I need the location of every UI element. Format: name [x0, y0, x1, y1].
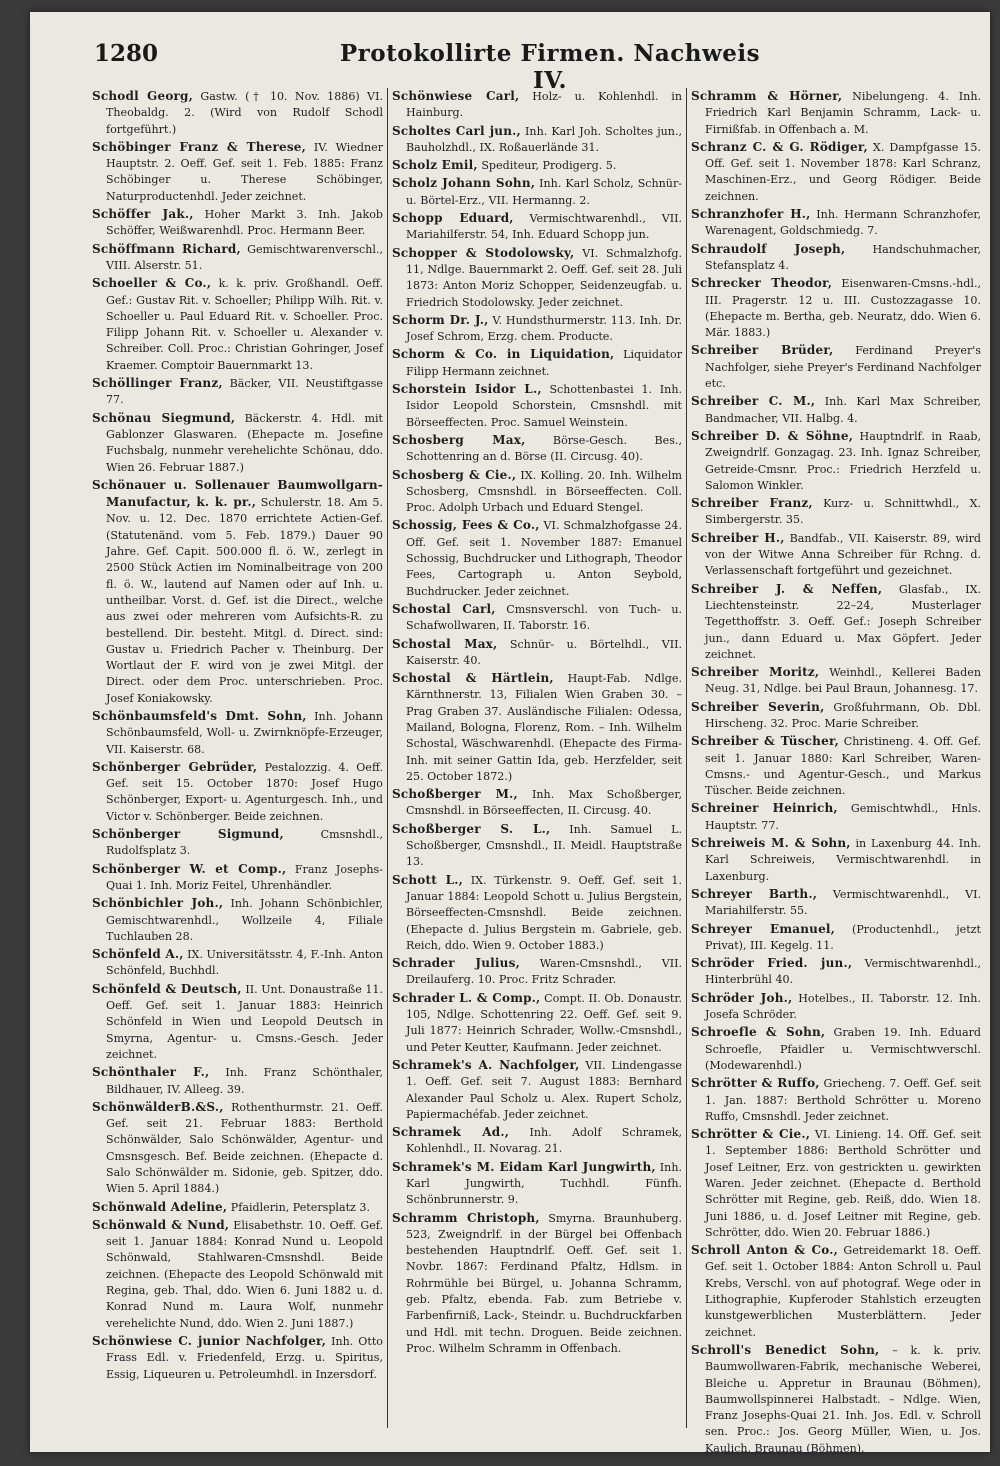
directory-columns [88, 88, 986, 1455]
entry-details: Elisabethstr. 10. Oeff. Gef. seit 1. Januar 1884: Konrad Nund u. Leopold Schönwald, Stahlwaren-Cmsnshdl. Beide zeichnen. (Ehepacte des Leopold Schönwald mit Regina, geb. Thal, ddo. Wien 6. Juni 1882 u. d. Konrad Nund m. Laura Wolf, nunmehr verehelichte Nund, ddo. Wien 2. Juni 1887.) [106, 1218, 383, 1330]
entry-details: Liquidator Filipp Hermann zeichnet. [406, 348, 682, 378]
entry-details: Inh. Max Schoßberger, Cmsnshdl. in Börseeffecten, II. Circusg. 40. [406, 788, 682, 818]
directory-entry [691, 241, 981, 275]
firm-name: Schreyer Barth., [691, 886, 818, 901]
directory-entry [92, 241, 383, 275]
entry-details: Waren-Cmsnshdl., VII. Dreilauferg. 10. Proc. Fritz Schrader. [406, 957, 682, 987]
firm-name: Schranzhofer H., [691, 207, 811, 222]
entry-details: Griecheng. 7. Oeff. Gef. seit 1. Jan. 1887: Berthold Schrötter u. Moreno Ruffo, Cmsnshdl. Jeder zeichnet. [705, 1077, 981, 1123]
entry-details: VI. Schmalzhofgasse 24. Off. Gef. seit 1. November 1887: Emanuel Schossig, Buchdrucker und Lithograph, Theodor Fees, Cartograph u. Anton Seybold, Buchdrucker. Jeder zeichnet. [406, 519, 682, 598]
directory-entry [691, 275, 981, 341]
entry-details: Schottenbastei 1. Inh. Isidor Leopold Schorstein, Cmsnshdl. mit Börseeffecten. Proc. Samuel Weinstein. [406, 383, 683, 429]
directory-entry [392, 1210, 682, 1358]
directory-entry [392, 636, 682, 670]
directory-entry [691, 88, 981, 138]
firm-name: Schöllinger Franz, [92, 376, 223, 391]
entry-details: Graben 19. Inh. Eduard Schroefle, Pfaidler u. Vermischtwverschl. (Modewarenhdl.) [705, 1026, 981, 1072]
entry-details: Cmsnsverschl. von Tuch- u. Schafwollwaren, II. Taborstr. 16. [406, 602, 682, 633]
entry-details: Börse-Gesch. Bes., Schottenring an d. Börse (II. Circusg. 40). [406, 433, 682, 464]
firm-name: Scholz Johann Sohn, [392, 176, 536, 191]
directory-entry [92, 946, 383, 980]
firm-name: Schönberger W. et Comp., [92, 861, 287, 876]
entry-details: Vermischtwarenhdl., VII. Mariahilferstr. 54, Inh. Eduard Schopp jun. [406, 212, 682, 242]
directory-entry [691, 835, 981, 885]
directory-entry [691, 921, 981, 955]
directory-entry [92, 139, 383, 205]
directory-entry [392, 670, 682, 785]
directory-entry [392, 955, 682, 989]
firm-name: Schorstein Isidor L., [392, 382, 542, 397]
directory-entry [392, 245, 682, 311]
firm-name: Schönwiese C. junior Nachfolger, [92, 1333, 327, 1348]
firm-name: Schraudolf Joseph, [691, 241, 846, 256]
firm-name: Schorm & Co. in Liquidation, [392, 347, 615, 362]
firm-name: Schodl Georg, [92, 89, 194, 103]
column-2 [387, 88, 686, 1428]
entry-details: Schnür- u. Börtelhdl., VII. Kaiserstr. 40. [406, 637, 682, 667]
page-number: 1280 [94, 40, 159, 67]
directory-entry [392, 601, 682, 635]
directory-entry [691, 428, 981, 494]
page-header [30, 40, 990, 94]
running-title: Protokollirte Firmen. Nachweis IV. [339, 40, 761, 94]
entry-details: Haupt-Fab. Ndlge. Kärnthnerstr. 13, Filialen Wien Graben 30. – Prag Graben 37. Ausländische Filialen: Odessa, Mailand, Bologna, Florenz, Rom. – Inh. Wilhelm Schostal, Wäschwarenhdl. (Ehepacte des Firma-Inh. mit seiner Gattin Ida, geb. Herzfelder, seit 25. October 1872.) [406, 672, 682, 783]
firm-name: Schönfeld & Deutsch, [92, 981, 242, 996]
entry-details: IX. Kolling. 20. Inh. Wilhelm Schosberg, Cmsnshdl. in Börseeffecten. Coll. Proc. Adolph Urbach und Eduard Stengel. [406, 468, 682, 515]
firm-name: Schoeller & Co., [92, 276, 212, 291]
firm-name: Schreiber & Tüscher, [691, 734, 839, 749]
directory-entry [392, 312, 682, 346]
firm-name: Schramm Christoph, [392, 1210, 540, 1225]
entry-details: in Laxenburg 44. Inh. Karl Schreiweis, Vermischtwarenhdl. in Laxenburg. [705, 837, 981, 883]
firm-name: Schossig, Fees & Co., [392, 518, 540, 533]
entry-details: Schulerstr. 18. Am 5. Nov. u. 12. Dec. 1870 errichtete Actien-Gef. (Statutenänd. vom 5. Feb. 1879.) Dauer 90 Jahre. Gef. Capit. 500.000 fl. ö. W., zerlegt in 2500 Stück Actien im Nominalbeitrage von 200 fl. ö. W., lautend auf Namen oder auf Inh. u. untheilbar. Vorst. d. Gef. ist die Direct., welche aus zwei oder mehreren vom Aufsichts-R. zu bestellend. Dir. besteht. Mitgl. d. Direct. sind: Gustav u. Friedrich Pacher v. Theinburg. Der Wortlaut der F. wird von je zwei Mitgl. der Direct. oder dem Proc. unterschrieben. Proc. Josef Koniakowsky. [106, 496, 383, 705]
directory-entry [691, 800, 981, 834]
firm-name: Schönwald Adeline, [92, 1199, 228, 1214]
entry-details: Christineng. 4. Off. Gef. seit 1. Januar 1880: Karl Schreiber, Waren-Cmsns.- und Agentur-Gesch., und Markus Tüscher. Beide zeichnen. [705, 735, 981, 798]
firm-name: Schosberg & Cie., [392, 467, 517, 482]
firm-name: Schröder Fried. jun., [691, 956, 853, 971]
entry-details: Vermischtwarenhdl., Hinterbrühl 40. [705, 957, 982, 987]
entry-details: Großfuhrmann, Ob. Dbl. Hirscheng. 32. Proc. Marie Schreiber. [705, 700, 981, 730]
directory-entry [392, 88, 682, 122]
firm-name: Schramek's A. Nachfolger, [392, 1057, 580, 1072]
directory-entry [691, 1126, 981, 1241]
entry-details: Getreidemarkt 18. Oeff. Gef. seit 1. October 1884: Anton Schroll u. Paul Krebs, Verschl. von auf photograf. Wege oder in Lithographie, Kupferoder Stahlstich erzeugten kunstgewerblichen Musterblättern. Jeder zeichnet. [705, 1244, 981, 1339]
directory-entry [92, 375, 383, 409]
directory-entry [392, 1124, 682, 1158]
directory-entry [691, 1342, 981, 1457]
firm-name: Schreiber Brüder, [691, 343, 834, 358]
entry-details: Nibelungeng. 4. Inh. Friedrich Karl Benjamin Schramm, Lack- u. Firnißfab. in Offenbach a. M. [705, 90, 981, 136]
directory-entry [92, 826, 383, 860]
firm-name: Schröder Joh., [691, 990, 793, 1005]
entry-details: Bandfab., VII. Kaiserstr. 89, wird von der Witwe Anna Schreiber für Rchng. d. Verlassenschaft fortgeführt und gezeichnet. [705, 531, 981, 578]
directory-entry [392, 381, 682, 431]
firm-name: Schönwald & Nund, [92, 1217, 230, 1232]
entry-details: Bäckerstr. 4. Hdl. mit Gablonzer Glaswaren. (Ehepacte m. Josefine Fuchsbalg, nunmehr verehelichte Schönau, ddo. Wien 26. Februar 1887.) [106, 411, 383, 474]
entry-details: Inh. Adolf Schramek, Kohlenhdl., II. Novarag. 21. [406, 1126, 683, 1156]
entry-details: Handschuhmacher, Stefansplatz 4. [705, 242, 981, 272]
entry-details: Inh. Otto Frass Edl. v. Friedenfeld, Erzg. u. Spiritus, Essig, Liqueuren u. Petroleumhdl. in Inzersdorf. [106, 1334, 383, 1381]
firm-name: Schostal & Härtlein, [392, 671, 554, 686]
entry-details: Pestalozzig. 4. Oeff. Gef. seit 15. October 1870: Josef Hugo Schönberger, Export- u. Agenturgesch. Inh., und Victor v. Schönberger. Beide zeichnen. [106, 760, 383, 823]
entry-details: Glasfab., IX. Liechtensteinstr. 22–24, Musterlager Tegetthoffstr. 3. Oeff. Gef.: Joseph Schreiber jun., dann Eduard u. Max Göpfert. Jeder zeichnet. [705, 582, 982, 661]
firm-name: Schoßberger S. L., [392, 821, 551, 836]
entry-details: Hauptndrlf. in Raab, Zweigndrlf. Gonzagag. 23. Inh. Ignaz Schreiber, Getreide-Cmsnr. Proc.: Friedrich Herzfeld u. Salomon Winkler. [705, 429, 981, 492]
firm-name: Schreiber H., [691, 530, 785, 545]
firm-name: Schostal Carl, [392, 601, 496, 616]
directory-entry [691, 990, 981, 1024]
firm-name: Schönthaler F., [92, 1065, 210, 1080]
firm-name: Schrader L. & Comp., [392, 990, 541, 1005]
directory-entry [691, 955, 981, 989]
directory-entry [392, 517, 682, 599]
entry-details: Inh. Johann Schönbaumsfeld, Woll- u. Zwirnknöpfe-Erzeuger, VII. Kaiserstr. 68. [106, 709, 383, 756]
directory-entry [691, 530, 981, 580]
firm-name: Schreyer Emanuel, [691, 921, 836, 936]
directory-entry [392, 821, 682, 871]
entry-details: Inh. Samuel L. Schoßberger, Cmsnshdl., II. Meidl. Hauptstraße 13. [406, 822, 682, 869]
firm-name: Schrötter & Ruffo, [691, 1076, 820, 1091]
entry-details: II. Unt. Donaustraße 11. Oeff. Gef. seit 1. Januar 1883: Heinrich Schönfeld in Wien und Leopold Deutsch in Smyrna, Agentur- u. Cmsns.-Gesch. Jeder zeichnet. [106, 982, 383, 1061]
entry-details: VI. Linieng. 14. Off. Gef. seit 1. September 1886: Berthold Schrötter und Josef Leitner, Erz. von gestrickten u. gewirkten Waren. Jeder zeichnet. (Ehepacte d. Berthold Schrötter mit Regine, geb. Reiß, ddo. Wien 18. Juni 1886, u. d. Josef Leitner mit Regine, geb. Schrötter, ddo. Wien 20. Februar 1886.) [705, 1128, 981, 1239]
firm-name: Schönau Siegmund, [92, 410, 236, 425]
directory-entry [92, 708, 383, 758]
directory-page [30, 12, 990, 1455]
directory-entry [392, 157, 682, 174]
entry-details: Kurz- u. Schnittwhdl., X. Simbergerstr. 35. [705, 497, 981, 527]
directory-entry [92, 1099, 383, 1198]
directory-entry [691, 1075, 981, 1125]
directory-entry [691, 139, 981, 205]
firm-name: Schopper & Stodolowsky, [392, 245, 575, 260]
directory-entry [392, 1159, 682, 1209]
entry-details: Inh. Franz Schönthaler, Bildhauer, IV. Alleeg. 39. [106, 1066, 383, 1096]
entry-details: Gastw. († 10. Nov. 1886) VI. Theobaldg. 2. (Wird von Rudolf Schodl fortgeführt.) [106, 90, 383, 136]
directory-entry [92, 206, 383, 240]
firm-name: Schönbichler Joh., [92, 896, 224, 911]
entry-details: Inh. Johann Schönbichler, Gemischtwarenhdl., Wollzeile 4, Filiale Tuchlauben 28. [106, 897, 383, 943]
directory-entry [92, 477, 383, 707]
entry-details: Spediteur, Prodigerg. 5. [477, 159, 617, 173]
entry-details: X. Dampfgasse 15. Off. Gef. seit 1. November 1878: Karl Schranz, Maschinen-Erz., und Georg Rödiger. Beide zeichnen. [705, 140, 981, 203]
directory-entry [92, 981, 383, 1063]
firm-name: Schramm & Hörner, [691, 89, 843, 103]
directory-entry [92, 895, 383, 945]
firm-name: Scholtes Carl jun., [392, 123, 521, 138]
entry-details: Cmsnshdl., Rudolfsplatz 3. [106, 828, 383, 858]
entry-details: Inh. Karl Max Schreiber, Bandmacher, VII. Halbg. 4. [705, 395, 981, 425]
firm-name: Schrötter & Cie., [691, 1127, 811, 1142]
firm-name: Schöffmann Richard, [92, 241, 241, 256]
entry-details: Rothenthurmstr. 21. Oeff. Gef. seit 21. Februar 1883: Berthold Schönwälder, Salo Schönwälder, Agentur- und Cmsnsgesch. Bef. Beide zeichnen. (Ehepacte d. Salo Schönwälder m. Sidonie, geb. Spitzer, ddo. Wien 5. April 1884.) [106, 1100, 383, 1196]
firm-name: Schreiber C. M., [691, 394, 816, 409]
entry-details: – k. k. priv. Baumwollwaren-Fabrik, mechanische Weberei, Bleiche u. Appretur in Braunau (Böhmen), Baumwollspinnerei Halbstadt. – Ndlge. Wien, Franz Josephs-Quai 21. Inh. Jos. Edl. v. Schroll sen. Proc.: Jos. Georg Müller, Wien, u. Jos. Kaulich, Braunau (Böhmen). [705, 1343, 981, 1455]
entry-details: Ferdinand Preyer's Nachfolger, siehe Preyer's Ferdinand Nachfolger etc. [705, 344, 981, 391]
entry-details: Franz Josephs-Quai 1. Inh. Moriz Feitel, Uhrenhändler. [106, 862, 383, 892]
firm-name: Schostal Max, [392, 636, 498, 651]
directory-entry [92, 861, 383, 895]
firm-name: Schorm Dr. J., [392, 312, 489, 327]
directory-entry [92, 1217, 383, 1332]
directory-entry [92, 759, 383, 825]
entry-details: IX. Türkenstr. 9. Oeff. Gef. seit 1. Januar 1884: Leopold Schott u. Julius Bergstein, Börseeffecten-Cmsnshdl. Beide zeichnen. (Ehepacte d. Julius Bergstein m. Gabriele, geb. Reich, ddo. Wien 9. October 1883.) [406, 873, 682, 952]
directory-entry [392, 990, 682, 1056]
entry-details: Hoher Markt 3. Inh. Jakob Schöffer, Weißwarenhdl. Proc. Hermann Beer. [106, 208, 383, 238]
firm-name: Schreiner Heinrich, [691, 801, 838, 816]
entry-details: Bäcker, VII. Neustiftgasse 77. [106, 377, 383, 407]
firm-name: Schönberger Gebrüder, [92, 759, 258, 774]
directory-entry [392, 1057, 682, 1123]
entry-details: Compt. II. Ob. Donaustr. 105, Ndlge. Schottenring 22. Oeff. Gef. seit 9. Juli 1877: Heinrich Schrader, Wollw.-Cmsnshdl., und Peter Keutter, Kaufmann. Jeder zeichnet. [406, 991, 683, 1054]
entry-details: VI. Schmalzhofg. 11, Ndlge. Bauernmarkt 2. Oeff. Gef. seit 28. Juli 1873: Anton Moriz Schopper, Seidenzeugfab. u. Friedrich Stodolowsky. Jeder zeichnet. [406, 246, 682, 309]
entry-details: IV. Wiedner Hauptstr. 2. Oeff. Gef. seit 1. Feb. 1885: Franz Schöbinger u. Therese Schöbinger, Naturproductenhdl. Jeder zeichnet. [106, 140, 384, 203]
directory-entry [92, 1333, 383, 1383]
entry-details: (Productenhdl., jetzt Privat), III. Kegelg. 11. [705, 922, 981, 952]
firm-name: Schroll Anton & Co., [691, 1243, 839, 1258]
entry-details: Inh. Karl Joh. Scholtes jun., Bauholzhdl., IX. Roßauerlände 31. [406, 124, 682, 154]
directory-entry [392, 467, 682, 517]
entry-details: Inh. Hermann Schranzhofer, Warenagent, Goldschmiedg. 7. [705, 208, 981, 238]
directory-entry [691, 581, 981, 663]
directory-entry [691, 342, 981, 392]
entry-details: Inh. Karl Jungwirth, Tuchhdl. Fünfh. Schönbrunnerstr. 9. [406, 1160, 682, 1207]
firm-name: Schramek's M. Eidam Karl Jungwirth, [392, 1159, 656, 1174]
firm-name: Schöffer Jak., [92, 207, 194, 222]
directory-entry [392, 432, 682, 466]
directory-entry [691, 206, 981, 240]
column-1 [88, 88, 387, 1428]
entry-details: Vermischtwarenhdl., VI. Mariahilferstr. 55. [705, 887, 981, 918]
firm-name: Schöbinger Franz & Therese, [92, 139, 307, 154]
firm-name: Schreiber Franz, [691, 496, 813, 511]
firm-name: Schreiber Severin, [691, 699, 825, 714]
directory-entry [392, 872, 682, 954]
entry-details: IX. Universitätsstr. 4, F.-Inh. Anton Schönfeld, Buchhdl. [106, 948, 383, 978]
directory-entry [92, 1199, 383, 1216]
directory-entry [92, 410, 383, 476]
firm-name: Schreiber J. & Neffen, [691, 581, 883, 596]
entry-details: V. Hundsthurmerstr. 113. Inh. Dr. Josef Schrom, Erzg. chem. Producte. [406, 313, 682, 344]
firm-name: Schönwiese Carl, [392, 89, 520, 103]
directory-entry [92, 275, 383, 374]
firm-name: Schopp Eduard, [392, 211, 514, 226]
entry-details: Weinhdl., Kellerei Baden Neug. 31, Ndlge. bei Paul Braun, Johannesg. 17. [705, 666, 981, 696]
directory-entry [392, 786, 682, 820]
firm-name: SchönwälderB.&S., [92, 1099, 224, 1114]
firm-name: Schönfeld A., [92, 947, 184, 962]
entry-details: Pfaidlerin, Petersplatz 3. [227, 1200, 371, 1214]
firm-name: Schönberger Sigmund, [92, 827, 284, 842]
entry-details: k. k. priv. Großhandl. Oeff. Gef.: Gustav Rit. v. Schoeller; Philipp Wilh. Rit. v. Schoeller u. Paul Eduard Rit. v. Schoeller. Proc. Filipp Johann Rit. v. Schoeller u. Alexander v. Schreiber. Coll. Proc.: Christian Gohringer, Josef Kraemer. Comptoir Bauernmarkt 13. [106, 277, 383, 372]
firm-name: Schramek Ad., [392, 1125, 510, 1140]
directory-entry [691, 886, 981, 920]
entry-details: Hotelbes., II. Taborstr. 12. Inh. Josefa Schröder. [705, 991, 981, 1022]
firm-name: Schönauer u. Sollenauer Baumwollgarn-Manufactur, k. k. pr., [92, 477, 383, 510]
entry-details: VII. Lindengasse 1. Oeff. Gef. seit 7. August 1883: Bernhard Alexander Paul Scholz u. Alex. Rupert Scholz, Papiermachéfab. Jeder zeichnet. [406, 1058, 682, 1121]
firm-name: Schönbaumsfeld's Dmt. Sohn, [92, 708, 307, 723]
directory-entry [392, 210, 682, 244]
directory-entry [691, 664, 981, 698]
firm-name: Schreiber D. & Söhne, [691, 428, 854, 443]
column-3 [686, 88, 985, 1455]
entry-details: Smyrna. Braunhuberg. 523, Zweigndrlf. in der Bürgel bei Offenbach bestehenden Hauptndrlf. Oeff. Gef. seit 1. Novbr. 1867: Ferdinand Pfaltz, Hdlsm. in Rohrmühle bei Bürgel, u. Johanna Schramm, geb. Pfaltz, ebenda. Fab. zum Betriebe v. Farbenfirniß, Lack-, Steindr. u. Buchdruckfarben und Hdl. mit techn. Droguen. Beide zeichnen. Proc. Wilhelm Schramm in Offenbach. [406, 1211, 682, 1355]
directory-entry [392, 175, 682, 209]
firm-name: Schott L., [392, 872, 463, 887]
directory-entry [691, 1024, 981, 1074]
firm-name: Schoßberger M., [392, 787, 518, 802]
directory-entry [691, 699, 981, 733]
entry-details: Gemischtwhdl., Hnls. Hauptstr. 77. [705, 802, 981, 832]
firm-name: Schrecker Theodor, [691, 276, 833, 291]
directory-entry [392, 346, 682, 380]
directory-entry [691, 495, 981, 529]
entry-details: Gemischtwarenverschl., VIII. Alserstr. 51. [106, 242, 383, 272]
firm-name: Schreiber Moritz, [691, 665, 820, 680]
directory-entry [92, 1064, 383, 1098]
entry-details: Holz- u. Kohlenhdl. in Hainburg. [406, 90, 683, 120]
directory-entry [691, 733, 981, 799]
directory-entry [691, 1242, 981, 1341]
firm-name: Schroefle & Sohn, [691, 1025, 826, 1040]
entry-details: Inh. Karl Scholz, Schnür- u. Börtel-Erz., VII. Hermanng. 2. [406, 177, 682, 207]
firm-name: Schroll's Benedict Sohn, [691, 1342, 880, 1357]
firm-name: Schosberg Max, [392, 432, 526, 447]
firm-name: Schreiweis M. & Sohn, [691, 836, 851, 851]
entry-details: Eisenwaren-Cmsns.-hdl., III. Pragerstr. 12 u. III. Custozzagasse 10. (Ehepacte m. Bertha, geb. Neuratz, ddo. Wien 6. Mär. 1883.) [705, 277, 981, 340]
firm-name: Schrader Julius, [392, 956, 520, 971]
firm-name: Scholz Emil, [392, 158, 478, 173]
directory-entry [92, 88, 383, 138]
firm-name: Schranz C. & G. Rödiger, [691, 139, 868, 154]
directory-entry [691, 393, 981, 427]
directory-entry [392, 123, 682, 157]
